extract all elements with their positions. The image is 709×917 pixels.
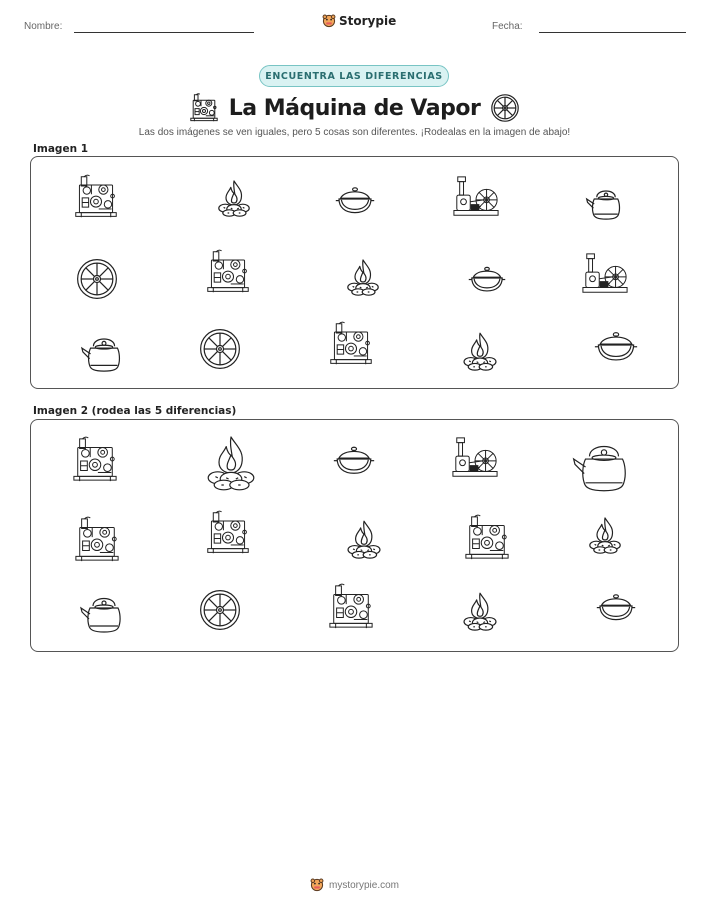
steam-engine-icon[interactable] [449, 434, 501, 482]
kettle-icon [79, 327, 129, 375]
engine-icon[interactable] [327, 582, 375, 632]
wheel-icon[interactable] [198, 588, 242, 632]
fire-icon[interactable] [343, 516, 385, 560]
pot-icon[interactable] [324, 438, 384, 480]
kettle-icon [585, 179, 627, 224]
engine-icon [189, 93, 219, 123]
page-title: La Máquina de Vapor [228, 95, 481, 121]
engine-icon[interactable] [71, 436, 119, 484]
image1-panel [30, 156, 679, 389]
name-label: Nombre: [24, 21, 63, 32]
engine-icon [205, 247, 251, 297]
pot-icon [324, 179, 386, 219]
fire-icon[interactable] [201, 428, 261, 494]
engine-icon[interactable] [73, 516, 121, 564]
steam-engine-icon [581, 249, 629, 299]
fire-icon[interactable] [459, 586, 501, 634]
image2-label: Imagen 2 (rodea las 5 diferencias) [33, 405, 237, 417]
pot-icon [459, 259, 515, 297]
date-label: Fecha: [492, 21, 523, 32]
fire-icon[interactable] [585, 512, 625, 556]
image1-label: Imagen 1 [33, 143, 89, 155]
engine-icon [73, 173, 119, 221]
footer [0, 878, 709, 892]
storypie-logo-icon [310, 878, 324, 892]
date-line[interactable] [539, 32, 686, 33]
footer-url[interactable]: mystorypie.com [328, 879, 399, 891]
wheel-icon [490, 93, 520, 123]
kettle-icon[interactable] [79, 586, 129, 636]
fire-icon [214, 177, 254, 217]
image2-panel[interactable] [30, 419, 679, 652]
engine-icon[interactable] [463, 512, 511, 564]
kettle-icon[interactable] [571, 428, 637, 498]
steam-engine-icon [450, 173, 502, 221]
pot-icon[interactable] [588, 586, 644, 626]
activity-badge: ENCUENTRA LAS DIFERENCIAS [259, 65, 449, 87]
pot-icon [588, 323, 644, 367]
title-row [0, 89, 709, 127]
engine-icon[interactable] [205, 508, 251, 558]
engine-icon [328, 319, 374, 369]
wheel-icon [75, 257, 119, 301]
fire-icon [343, 255, 383, 297]
name-line[interactable] [74, 32, 254, 33]
brand-name: Storypie [339, 14, 397, 28]
brand [322, 14, 396, 28]
wheel-icon [198, 327, 242, 371]
worksheet-header [0, 14, 709, 42]
storypie-logo-icon [322, 14, 336, 28]
instructions: Las dos imágenes se ven iguales, pero 5 cosas son diferentes. ¡Rodealas en la imagen de abajo! [138, 127, 571, 138]
fire-icon [459, 327, 501, 373]
